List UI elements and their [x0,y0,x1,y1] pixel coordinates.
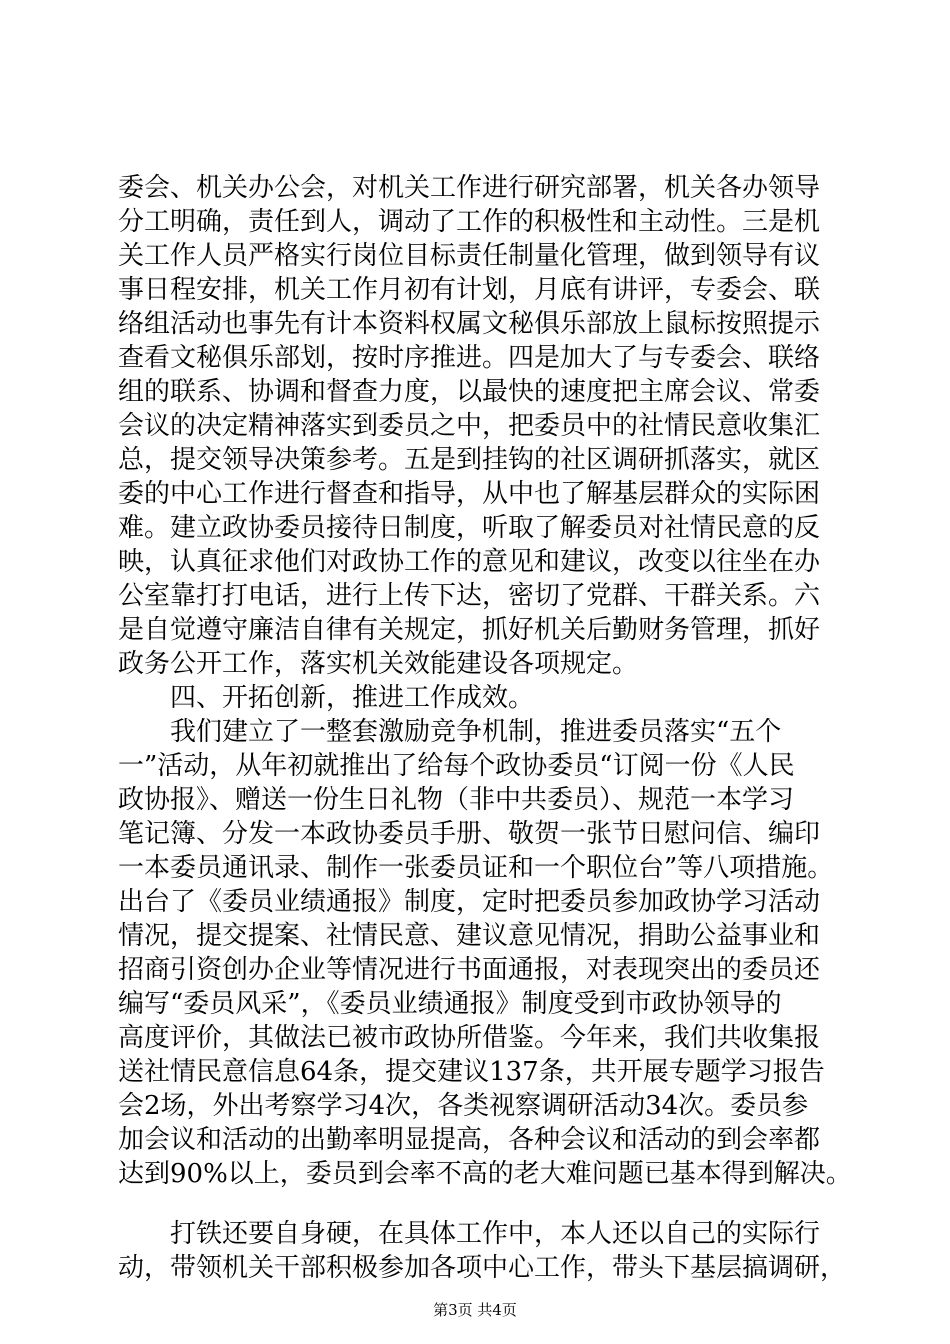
body-text-line: 笔记簿、分发一本政协委员手册、敬贺一张节日慰问信、编印 [118,819,821,849]
body-text-line: 委会、机关办公会，对机关工作进行研究部署，机关各办领导 [118,173,821,203]
body-text-line: 编写“委员风采”，《委员业绩通报》制度受到市政协领导的 [118,989,782,1019]
body-text-line: 达到90%以上，委员到会率不高的老大难问题已基本得到解决。 [118,1159,852,1189]
body-text-line: 高度评价，其做法已被市政协所借鉴。今年来，我们共收集报 [118,1023,821,1053]
body-text-line: 会议的决定精神落实到委员之中，把委员中的社情民意收集汇 [118,411,821,441]
body-text-line: 情况，提交提案、社情民意、建议意见情况，捐助公益事业和 [118,921,821,951]
body-text-line: 分工明确，责任到人，调动了工作的积极性和主动性。三是机 [118,207,821,237]
body-text-line: 难。建立政协委员接待日制度，听取了解委员对社情民意的反 [118,513,821,543]
body-text-line: 出台了《委员业绩通报》制度，定时把委员参加政协学习活动 [118,887,821,917]
body-text-line: 络组活动也事先有计本资料权属文秘俱乐部放上鼠标按照提示 [118,309,821,339]
body-text-line: 送社情民意信息64条，提交建议137条，共开展专题学习报告 [118,1057,825,1087]
body-text-line: 事日程安排，机关工作月初有计划，月底有讲评，专委会、联 [118,275,821,305]
body-text-line: 组的联系、协调和督查力度，以最快的速度把主席会议、常委 [118,377,821,407]
body-text-line: 招商引资创办企业等情况进行书面通报，对表现突出的委员还 [118,955,821,985]
body-text-line: 公室靠打打电话，进行上传下达，密切了党群、干群关系。六 [118,581,821,611]
body-text-line: 总，提交领导决策参考。五是到挂钩的社区调研抓落实，就区 [118,445,821,475]
body-text-line: 我们建立了一整套激励竞争机制，推进委员落实“五个 [118,717,782,747]
page-number-footer: 第3页 共4页 [433,1301,517,1319]
body-text-line: 政协报》、赠送一份生日礼物（非中共委员）、规范一本学习 [118,785,795,815]
body-text-line: 动，带领机关干部积极参加各项中心工作，带头下基层搞调研， [118,1253,847,1283]
body-text-line: 加会议和活动的出勤率明显提高，各种会议和活动的到会率都 [118,1125,821,1155]
body-text-line: 政务公开工作，落实机关效能建设各项规定。 [118,649,639,679]
body-text-line: 查看文秘俱乐部划，按时序推进。四是加大了与专委会、联络 [118,343,821,373]
body-text-line: 打铁还要自身硬，在具体工作中，本人还以自己的实际行 [118,1219,821,1249]
body-text-line: 关工作人员严格实行岗位目标责任制量化管理，做到领导有议 [118,241,821,271]
section-heading: 四、开拓创新，推进工作成效。 [118,683,535,713]
body-text-line: 委的中心工作进行督查和指导，从中也了解基层群众的实际困 [118,479,821,509]
body-text-line: 会2场，外出考察学习4次，各类视察调研活动34次。委员参 [118,1091,809,1121]
body-text-line: 映，认真征求他们对政协工作的意见和建议，改变以往坐在办 [118,547,821,577]
body-text-line: 一本委员通讯录、制作一张委员证和一个职位台”等八项措施。 [118,853,834,883]
body-text-line: 一”活动，从年初就推出了给每个政协委员“订阅一份《人民 [118,751,795,781]
body-text-line: 是自觉遵守廉洁自律有关规定，抓好机关后勤财务管理，抓好 [118,615,821,645]
